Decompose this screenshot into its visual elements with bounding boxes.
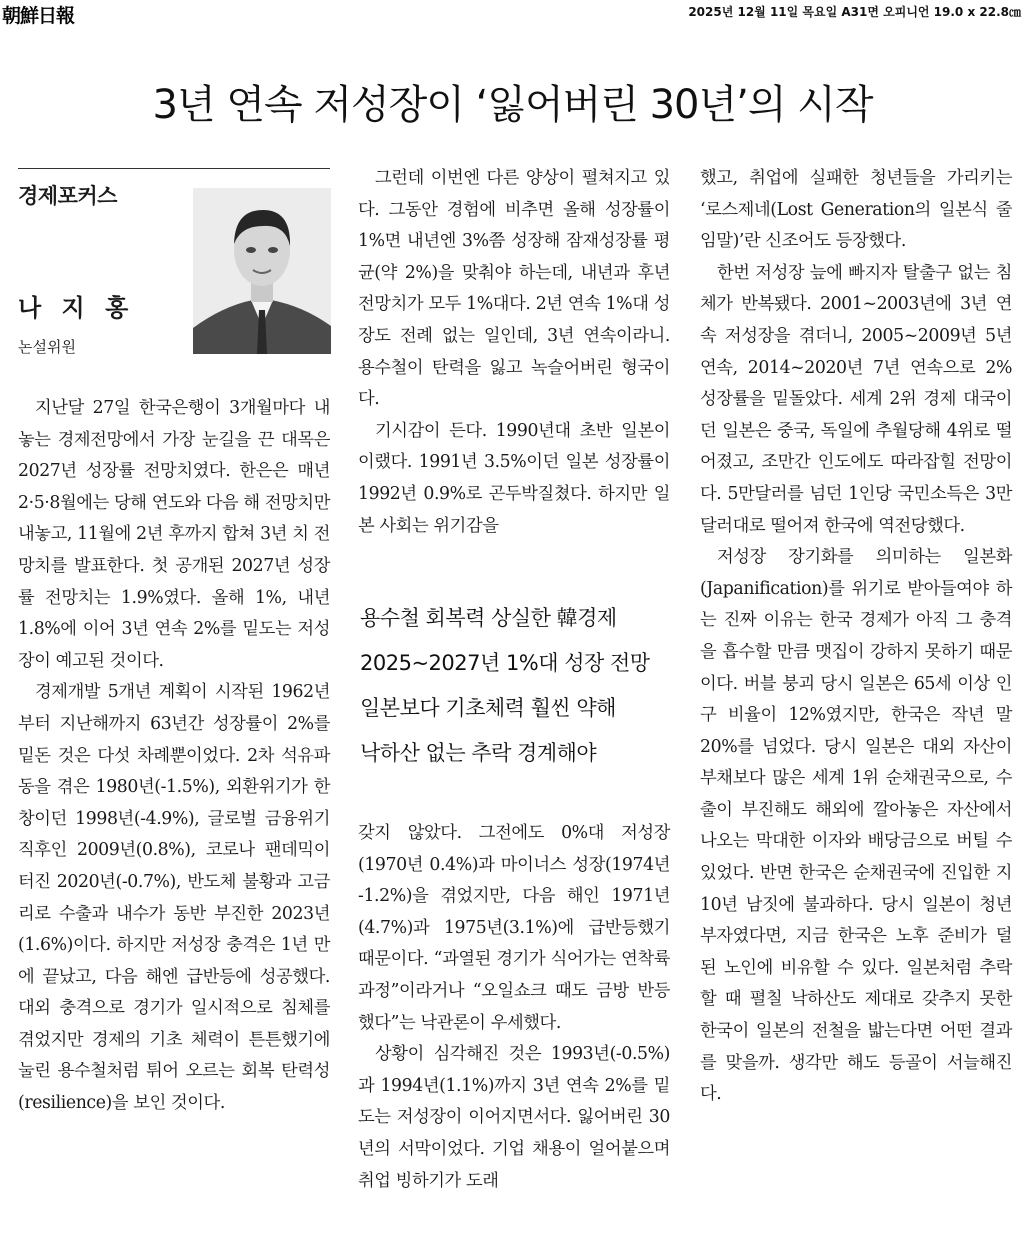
dateline: 2025년 12월 11일 목요일 A31면 오피니언 19.0 x 22.8㎝ [688, 5, 1021, 19]
pull-quote-line: 일본보다 기초체력 훨씬 약해 [360, 696, 616, 720]
paragraph: 저성장 장기화를 의미하는 일본화(Japanification)를 위기로 받아들여야 하는 진짜 이유는 한국 경제가 아직 그 충격을 흡수할 만큼 맷집이 강하지 못하기 때문이다. 버블 붕괴 당시 일본은 65세 이상 인구 비율이 12%였지만, 한국은 작년 말 20%를 넘었다. 당시 일본은 대외 자산이 부채보다 많은 세계 1위 순채권국으로, 수출이 부진해도 해외에 깔아놓은 자산에서 나오는 막대한 이자와 배당금으로 버틸 수 있었다. 반면 한국은 순채권국에 진입한 지 10년 남짓에 불과하다. 당시 일본이 청년 부자였다면, 지금 한국은 노후 준비가 덜 된 노인에 비유할 수 있다. 일본처럼 추락할 때 펼칠 낙하산도 제대로 갖추지 못한 한국이 일본의 전철을 밟는다면 어떤 결과를 맞을까. 생각만 해도 등골이 서늘해진다. [700, 547, 1012, 1105]
author-portrait-icon [193, 188, 331, 354]
newspaper-logo: 朝鮮日報 [2, 5, 75, 27]
column-2-top [358, 163, 670, 542]
paragraph: 그런데 이번엔 다른 양상이 펼쳐지고 있다. 그동안 경험에 비추면 올해 성장률이 1%면 내년엔 3%쯤 성장해 잠재성장률 평균(약 2%)을 맞춰야 하는데, 내년과 후년 전망치가 모두 1%대다. 2년 연속 1%대 성장도 전례 없는 일인데, 3년 연속이라니. 용수철이 탄력을 잃고 녹슬어버린 형국이다. [358, 168, 670, 410]
paragraph: 기시감이 든다. 1990년대 초반 일본이 이랬다. 1991년 3.5%이던 일본 성장률이 1992년 0.9%로 곤두박질쳤다. 하지만 일본 사회는 위기감을 [358, 420, 670, 536]
author-role: 논설위원 [18, 338, 76, 356]
column-rule [18, 168, 330, 169]
column-3 [700, 163, 1012, 1111]
paragraph: 한번 저성장 늪에 빠지자 탈출구 없는 침체가 반복됐다. 2001~2003년에 3년 연속 저성장을 겪더니, 2005~2009년 5년 연속, 2014~2020년 7년 연속으로 2% 성장률을 밑돌았다. 세계 2위 경제 대국이던 일본은 중국, 독일에 추월당해 4위로 떨어졌고, 조만간 인도에도 따라잡힐 전망이다. 5만달러를 넘던 1인당 국민소득은 3만달러대로 떨어져 한국에 역전당했다. [700, 262, 1012, 536]
section-label: 경제포커스 [18, 184, 117, 208]
author-name: 나 지 홍 [18, 294, 135, 322]
column-1 [18, 393, 330, 1120]
paragraph: 상황이 심각해진 것은 1993년(-0.5%)과 1994년(1.1%)까지 3년 연속 2%를 밑도는 저성장이 이어지면서다. 잃어버린 30년의 서막이었다. 기업 채용이 얼어붙으며 취업 빙하기가 도래 [358, 1044, 670, 1191]
pull-quote-line: 용수철 회복력 상실한 韓경제 [360, 606, 617, 630]
paragraph: 했고, 취업에 실패한 청년들을 가리키는 ‘로스제네(Lost Generation의 일본식 줄임말)’란 신조어도 등장했다. [700, 168, 1012, 252]
pull-quote-line: 낙하산 없는 추락 경계해야 [360, 741, 597, 765]
masthead [0, 0, 1025, 27]
paragraph: 지난달 27일 한국은행이 3개월마다 내놓는 경제전망에서 가장 눈길을 끈 대목은 2027년 성장률 전망치였다. 한은은 매년 2·5·8월에는 당해 연도와 다음 해 전망치만 내놓고, 11월에 2년 후까지 합쳐 3년 치 전망치를 발표한다. 첫 공개된 2027년 성장률 전망치는 1.9%였다. 올해 1%, 내년 1.8%에 이어 3년 연속 2%를 밑도는 저성장이 예고된 것이다. [18, 398, 330, 671]
headline: 3년 연속 저성장이 ‘잃어버린 30년’의 시작 [152, 81, 873, 128]
paragraph: 갖지 않았다. 그전에도 0%대 저성장(1970년 0.4%)과 마이너스 성장(1974년 -1.2%)을 겪었지만, 다음 해인 1971년(4.7%)과 1975년(3.1%)에 급반등했기 때문이다. “과열된 경기가 식어가는 연착륙 과정”이라거나 “오일쇼크 때도 금방 반등했다”는 낙관론이 우세했다. [358, 823, 670, 1033]
paragraph: 경제개발 5개년 계획이 시작된 1962년부터 지난해까지 63년간 성장률이 2%를 밑돈 것은 다섯 차례뿐이었다. 2차 석유파동을 겪은 1980년(-1.5%), 외환위기가 한창이던 1998년(-4.9%), 글로벌 금융위기 직후인 2009년(0.8%), 코로나 팬데믹이 터진 2020년(-0.7%), 반도체 불황과 고금리로 수출과 내수가 동반 부진한 2023년(1.6%)이다. 하지만 저성장 충격은 1년 만에 끝났고, 다음 해엔 급반등에 성공했다. 대외 충격으로 경기가 일시적으로 침체를 겪었지만 경제의 기초 체력이 튼튼했기에 눌린 용수철처럼 튀어 오르는 회복 탄력성(resilience)을 보인 것이다. [18, 682, 330, 1114]
pull-quote-line: 2025~2027년 1%대 성장 전망 [360, 651, 650, 675]
column-2-bottom [358, 818, 670, 1197]
author-photo [193, 188, 331, 354]
pull-quote [360, 596, 672, 776]
